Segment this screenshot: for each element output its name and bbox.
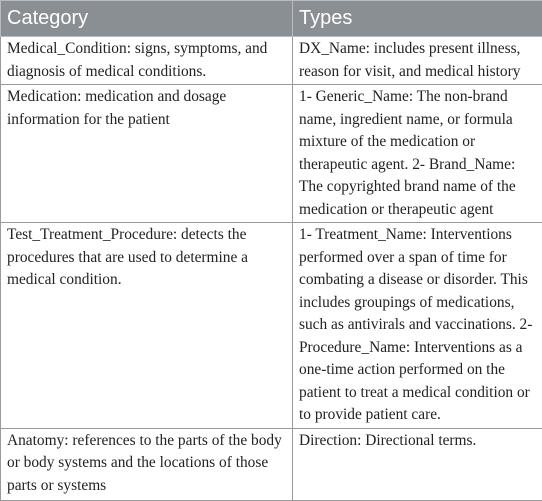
table-row: [1, 85, 542, 223]
types-cell: [293, 428, 542, 500]
category-cell: [1, 428, 293, 500]
types-cell: [293, 85, 542, 223]
table-header-row: [1, 1, 542, 37]
header-category: Category: [1, 1, 293, 37]
types-cell: [293, 37, 542, 85]
types-text: Direction: Directional terms.: [299, 430, 538, 453]
category-text: Test_Treatment_Procedure: detects the procedures that are used to determine a medical condition.: [7, 224, 288, 292]
category-text: Medication: medication and dosage information for the patient: [7, 86, 288, 131]
table-row: [1, 37, 542, 85]
header-types: Types: [293, 1, 542, 37]
category-cell: [1, 37, 293, 85]
category-text: Anatomy: references to the parts of the body or body systems and the locations of those parts or systems: [7, 430, 288, 498]
table-row: [1, 428, 542, 500]
types-text: 1- Treatment_Name: Interventions performed over a span of time for combating a disease or disorder. This includes groupings of medications, such as antivirals and vaccinations. 2- Procedure_Name: Interventions as a one-time action performed on the patient to treat a medical condition or to provide patient care.: [299, 224, 538, 427]
types-text: DX_Name: includes present illness, reason for visit, and medical history: [299, 38, 538, 83]
table-row: [1, 223, 542, 429]
types-text: 1- Generic_Name: The non-brand name, ingredient name, or formula mixture of the medication or therapeutic agent. 2- Brand_Name: The copyrighted brand name of the medication or therapeutic agent: [299, 86, 538, 221]
types-cell: [293, 223, 542, 429]
category-cell: [1, 223, 293, 429]
category-cell: [1, 85, 293, 223]
category-text: Medical_Condition: signs, symptoms, and diagnosis of medical conditions.: [7, 38, 288, 83]
